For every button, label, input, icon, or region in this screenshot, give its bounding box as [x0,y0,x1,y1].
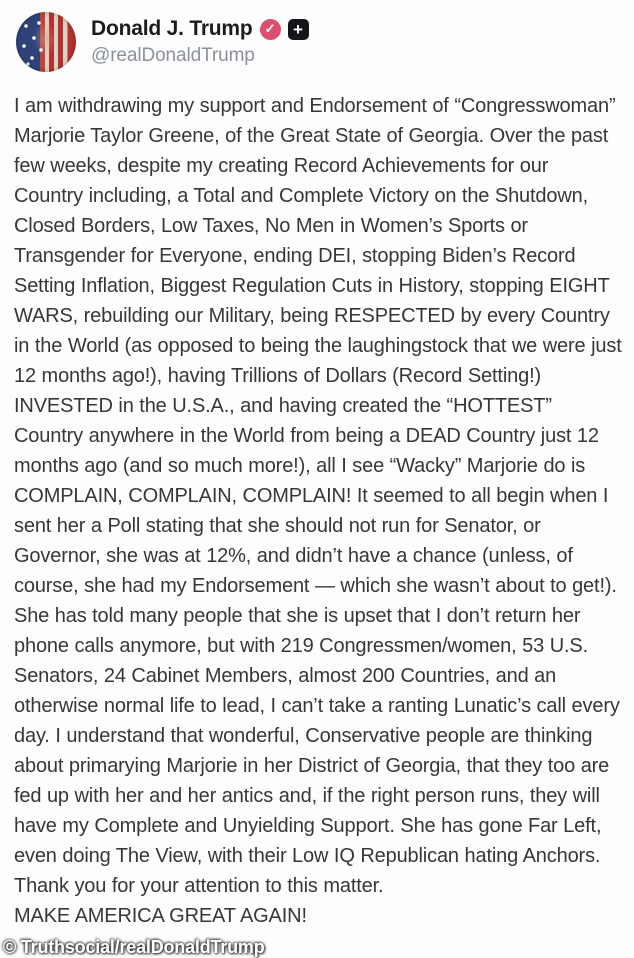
post-closing-line: MAKE AMERICA GREAT AGAIN! [14,905,307,927]
watermark: © Truthsocial/realDonaldTrump [3,937,265,957]
author-identity [91,17,309,67]
author-name[interactable]: Donald J. Trump [91,17,253,40]
post-text: I am withdrawing my support and Endorsement of “Congresswoman” Marjorie Taylor Greene, of the Great State of Georgia. Over the past few weeks, despite my creating Record Achievements for our Country including, a Total and Complete Victory on the Shutdown, Closed Borders, Low Taxes, No Men in Women’s Sports or Transgender for Everyone, ending DEI, stopping Biden’s Record Setting Inflation, Biggest Regulation Cuts in History, stopping EIGHT WARS, rebuilding our Military, being RESPECTED by every Country in the World (as opposed to being the laughingstock that we were just 12 months ago!), having Trillions of Dollars (Record Setting!) INVESTED in the U.S.A., and having created the “HOTTEST” Country anywhere in the World from being a DEAD Country just 12 months ago (and so much more!), all I see “Wacky” Marjorie do is COMPLAIN, COMPLAIN, COMPLAIN! It seemed to all begin when I sent her a Poll stating that she should not run for Senator, or Governor, she was at 12%, and didn’t have a chance (unless, of course, she had my Endorsement — which she wasn’t about to get!). She has told many people that she is upset that I don’t return her phone calls anymore, but with 219 Congressmen/women, 53 U.S. Senators, 24 Cabinet Members, almost 200 Countries, and an otherwise normal life to lead, I can’t take a ranting Lunatic’s call every day. I understand that wonderful, Conservative people are thinking about primarying Marjorie in her District of Georgia, that they too are fed up with her and her antics and, if the right person runs, they will have my Complete and Unyielding Support. She has gone Far Left, even doing The View, with their Low IQ Republican hating Anchors. Thank you for your attention to this matter. [14,95,622,897]
verified-badge-icon: ✓ [260,19,281,40]
author-handle[interactable]: @realDonaldTrump [91,45,255,66]
avatar[interactable] [16,12,76,72]
post-header [0,0,634,72]
post-body [14,91,622,931]
plus-badge-icon[interactable]: + [288,19,309,40]
